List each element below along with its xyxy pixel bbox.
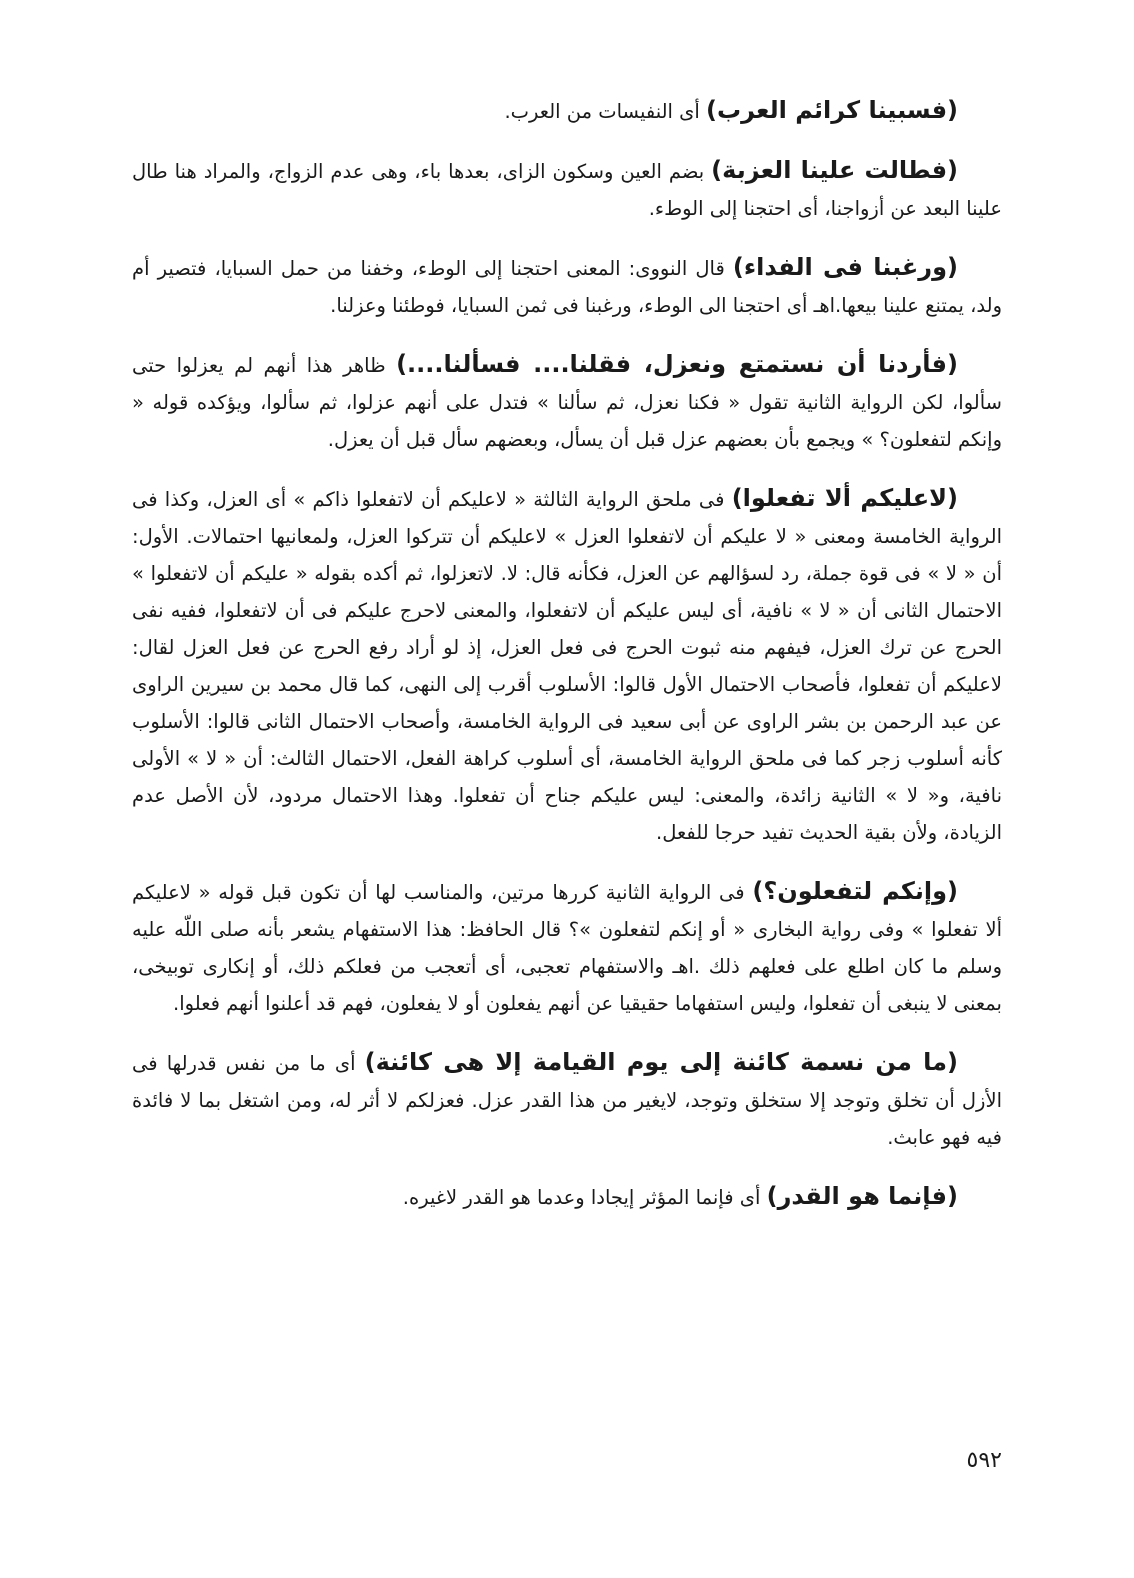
paragraph-7 (132, 1044, 1002, 1156)
lemma-8: (فإنما هو القدر) (766, 1182, 958, 1210)
lemma-5: (لاعليكم ألا تفعلوا) (731, 484, 958, 512)
commentary-7: أى ما من نفس قدرلها فى الأزل أن تخلق وتوجد إلا ستخلق وتوجد، لايغير من هذا القدر عزل. فعزلكم لا أثر له، ومن اشتغل بما لا فائدة فيه فهو عابث. (132, 1052, 1002, 1149)
commentary-4: ظاهر هذا أنهم لم يعزلوا حتى سألوا، لكن الرواية الثانية تقول « فكنا نعزل، ثم سألنا » فتدل على أنهم عزلوا، ثم سألوا، ويؤكده قوله « وإنكم لتفعلون؟ » ويجمع بأن بعضهم عزل قبل أن يسأل، وبعضهم سأل قبل أن يعزل. (132, 354, 1002, 451)
commentary-8: أى فإنما المؤثر إيجادا وعدما هو القدر لاغيره. (402, 1186, 767, 1209)
commentary-2: بضم العين وسكون الزاى، بعدها باء، وهى عدم الزواج، والمراد هنا طال علينا البعد عن أزواجنا، أى احتجنا إلى الوطء. (132, 160, 1002, 220)
commentary-6: فى الرواية الثانية كررها مرتين، والمناسب لها أن تكون قبل قوله « لاعليكم ألا تفعلوا » وفى رواية البخارى « أو إنكم لتفعلون »؟ قال الحافظ: هذا الاستفهام يشعر بأنه صلى اللّه عليه وسلم ما كان اطلع على فعلهم ذلك .اهـ والاستفهام تعجبى، أى أتعجب من فعلكم ذلك، أو إنكارى توبيخى، بمعنى لا ينبغى أن تفعلوا، وليس استفهاما حقيقيا عن أنهم يفعلون أو لا يفعلون، فهم قد أعلنوا أنهم فعلوا. (132, 881, 1002, 1015)
paragraph-4 (132, 346, 1002, 458)
paragraph-1 (132, 92, 1002, 130)
lemma-3: (ورغبنا فى الفداء) (732, 253, 958, 281)
paragraph-6 (132, 873, 1002, 1022)
paragraph-3 (132, 249, 1002, 324)
page-number: ٥٩٢ (966, 1448, 1002, 1473)
lemma-4: (فأردنا أن نستمتع ونعزل، فقلنا.... فسألنا....) (396, 350, 958, 378)
lemma-7: (ما من نسمة كائنة إلى يوم القيامة إلا هى كائنة) (364, 1048, 958, 1076)
document-page (132, 92, 1002, 1238)
commentary-3: قال النووى: المعنى احتجنا إلى الوطء، وخفنا من حمل السبايا، فتصير أم ولد، يمتنع علينا بيعها.اهـ أى احتجنا الى الوطء، ورغبنا فى ثمن السبايا، فوطئنا وعزلنا. (132, 257, 1002, 317)
paragraph-8 (132, 1178, 1002, 1216)
lemma-6: (وإنكم لتفعلون؟) (752, 877, 958, 905)
paragraph-5 (132, 480, 1002, 851)
commentary-5: فى ملحق الرواية الثالثة « لاعليكم أن لاتفعلوا ذاكم » أى العزل، وكذا فى الرواية الخامسة ومعنى « لا عليكم أن لاتفعلوا العزل » لاعليكم أن تتركوا العزل، ولمعانيها احتمالات. الأول: أن « لا » فى قوة جملة، رد لسؤالهم عن العزل، فكأنه قال: لا. لاتعزلوا، ثم أكده بقوله « عليكم أن لاتفعلوا » الاحتمال الثانى أن « لا » نافية، أى ليس عليكم أن لاتفعلوا، والمعنى لاحرج عليكم فى أن لاتفعلوا، ففيه نفى الحرج عن ترك العزل، فيفهم منه ثبوت الحرج فى فعل العزل، إذ لو أراد رفع الحرج عن فعل العزل لقال: لاعليكم أن تفعلوا، فأصحاب الاحتمال الأول قالوا: الأسلوب أقرب إلى النهى، كما قال محمد بن سيرين الراوى عن عبد الرحمن بن بشر الراوى عن أبى سعيد فى الرواية الخامسة، وأصحاب الاحتمال الثانى قالوا: الأسلوب كأنه أسلوب زجر كما فى ملحق الرواية الخامسة، أى أسلوب كراهة الفعل، الاحتمال الثالث: أن « لا » الأولى نافية، و« لا » الثانية زائدة، والمعنى: ليس عليكم جناح أن تفعلوا. وهذا الاحتمال مردود، لأن الأصل عدم الزيادة، ولأن بقية الحديث تفيد حرجا للفعل. (132, 488, 1002, 844)
lemma-2: (فطالت علينا العزبة) (711, 156, 958, 184)
commentary-1: أى النفيسات من العرب. (504, 100, 707, 123)
paragraph-2 (132, 152, 1002, 227)
lemma-1: (فسبينا كرائم العرب) (706, 96, 958, 124)
